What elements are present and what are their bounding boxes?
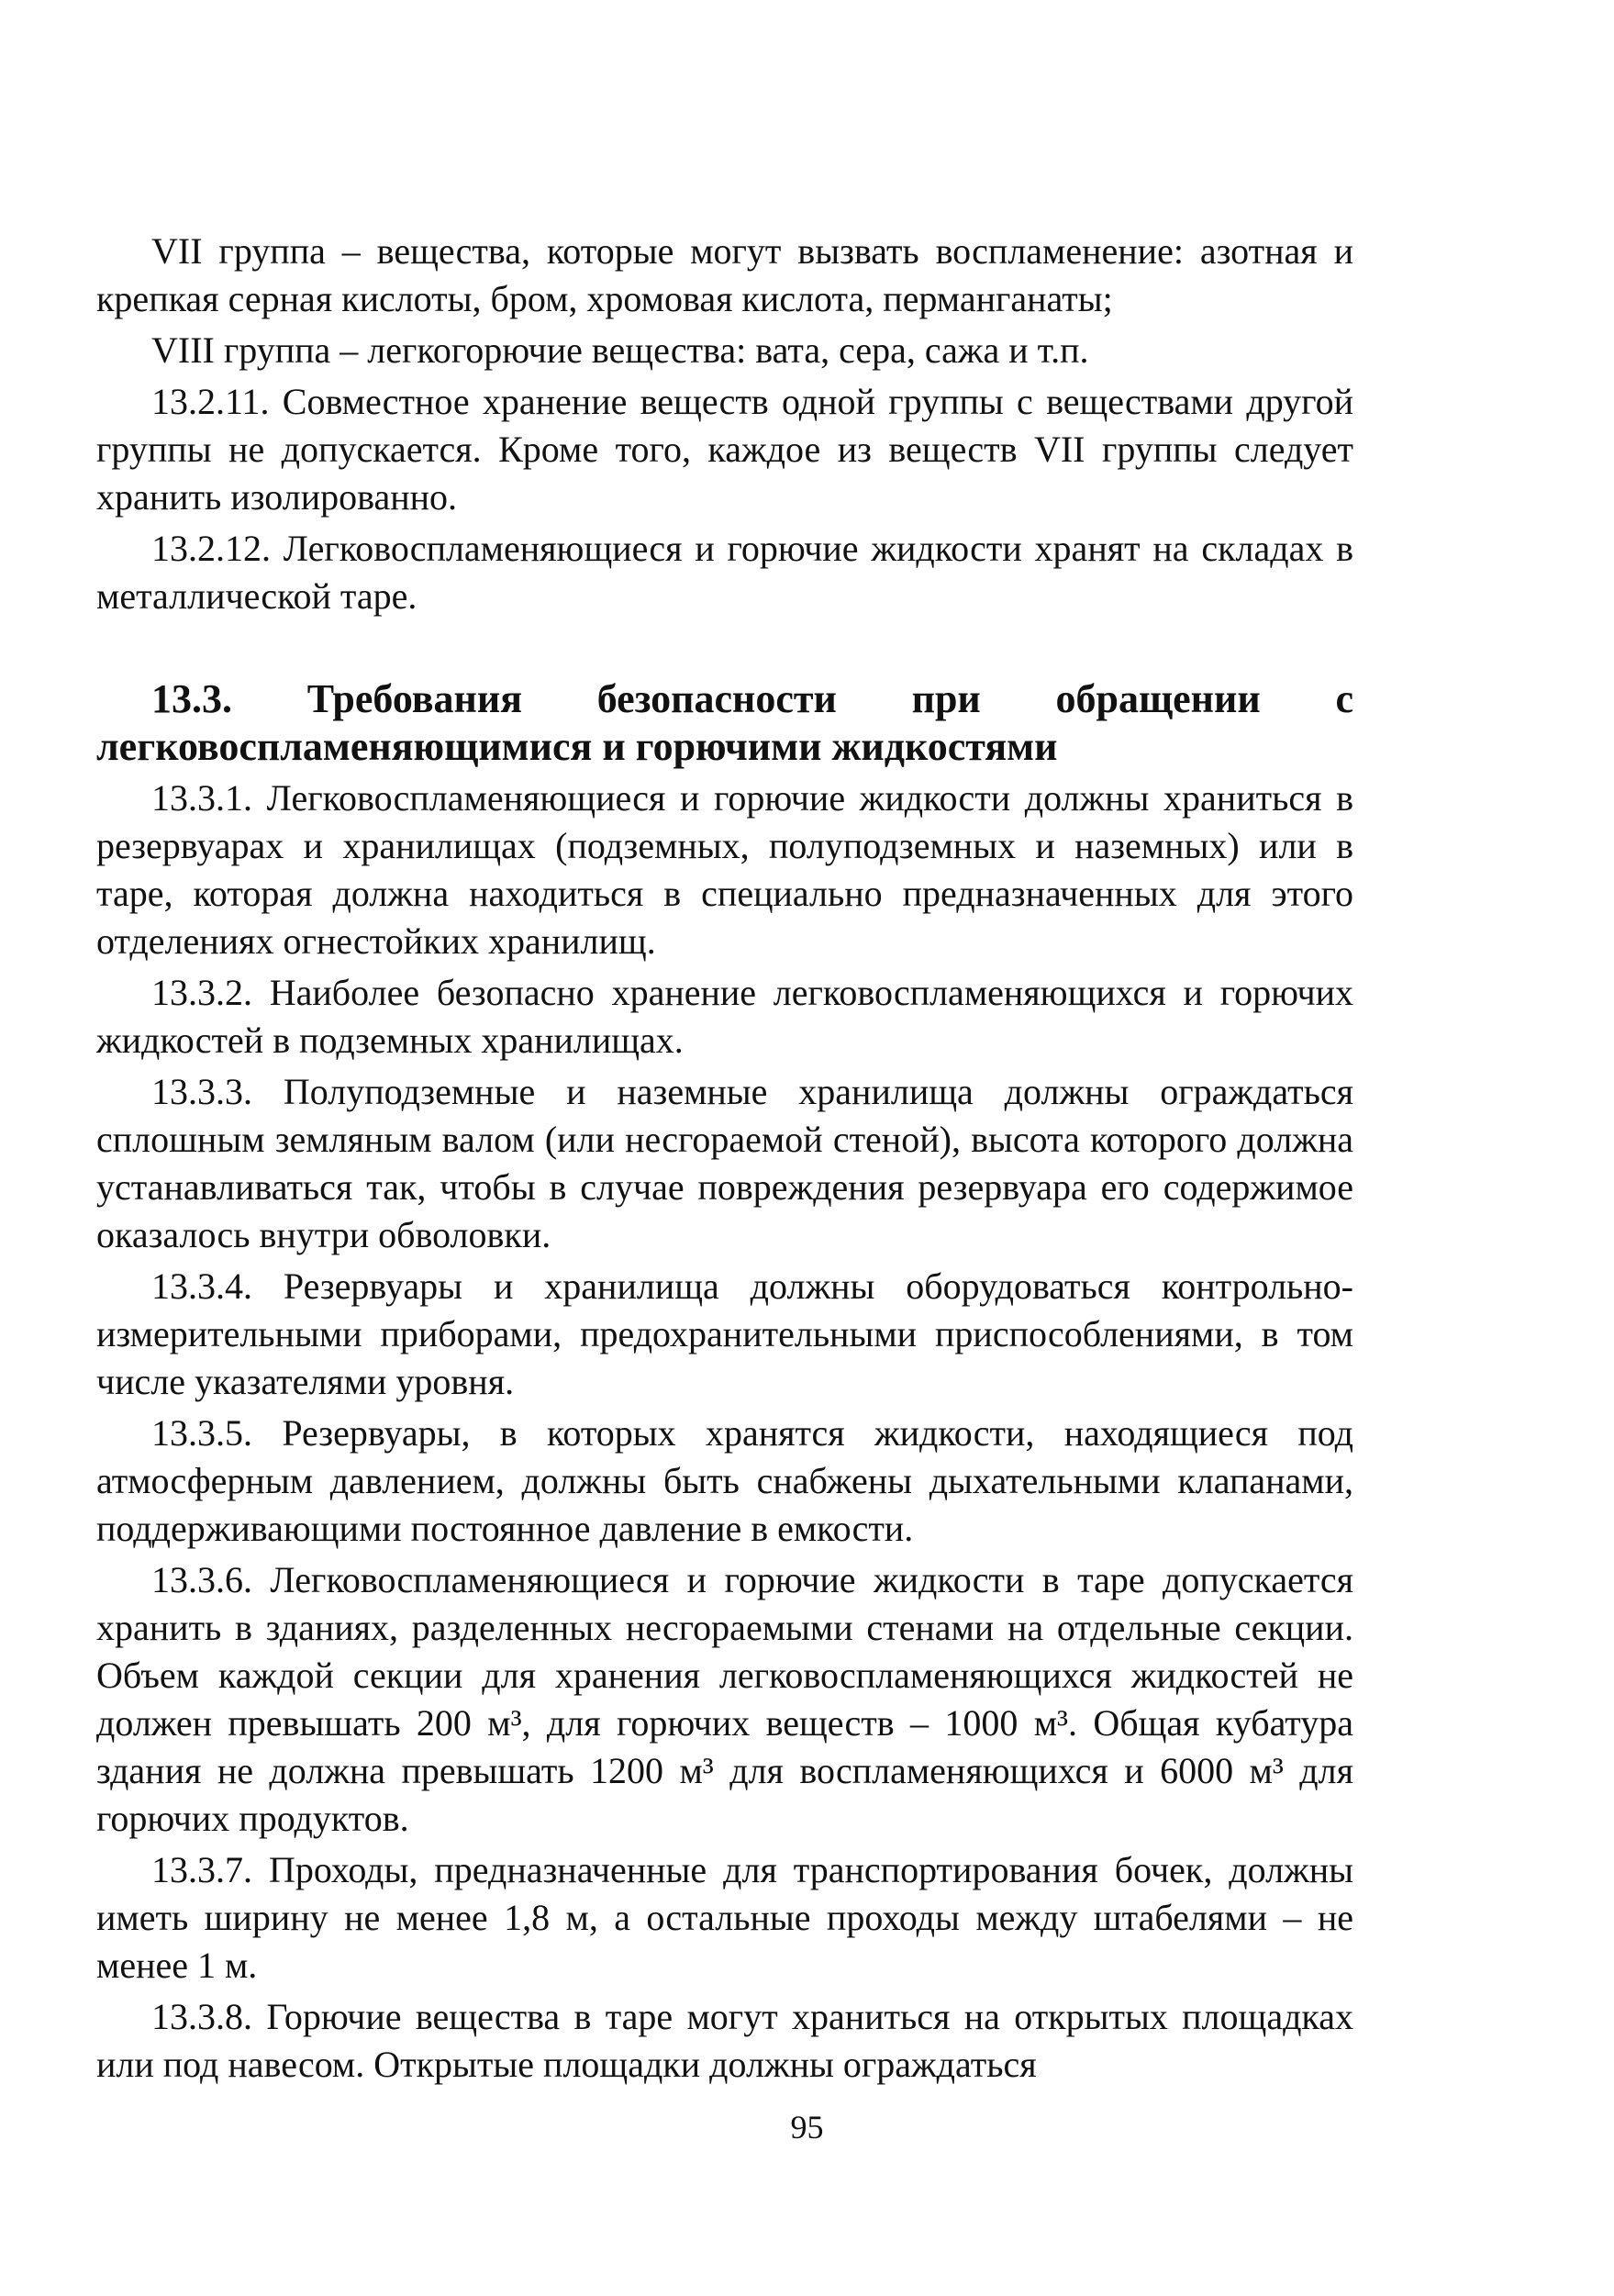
paragraph-13-3-7: 13.3.7. Проходы, предназначенные для транспортирования бочек, должны иметь ширину не менее 1,8 м, а остальные проходы между штабелями – не менее 1 м. — [96, 1849, 1353, 1986]
text-column — [96, 228, 1353, 2089]
paragraph-13-3-4: 13.3.4. Резервуары и хранилища должны оборудоваться контрольно-измерительными приборами, предохранительными приспособлениями, в том числе указателями уровня. — [96, 1265, 1353, 1402]
paragraph-13-3-3: 13.3.3. Полуподземные и наземные хранилища должны ограждаться сплошным земляным валом (или несгораемой стеной), высота которого должна устанавливаться так, чтобы в случае повреждения резервуара его содержимое оказалось внутри обволовки. — [96, 1071, 1353, 1255]
paragraph-13-2-12: 13.2.12. Легковоспламеняющиеся и горючие жидкости хранят на складах в металлической таре. — [96, 528, 1353, 617]
paragraph-13-3-8: 13.3.8. Горючие вещества в таре могут храниться на открытых площадках или под навесом. Открытые площадки должны ограждаться — [96, 1996, 1353, 2085]
paragraph-group-viii: VIII группа – легкогорючие вещества: вата, сера, сажа и т.п. — [151, 329, 1089, 371]
paragraph-13-3-1: 13.3.1. Легковоспламеняющиеся и горючие жидкости должны храниться в резервуарах и хранилищах (подземных, полуподземных и наземных) или в таре, которая должна находиться в специально предназначенных для этого отделениях огнестойких хранилищ. — [96, 777, 1353, 962]
page-number: 95 — [790, 2109, 824, 2146]
paragraph-13-3-5: 13.3.5. Резервуары, в которых хранятся жидкости, находящиеся под атмосферным давлением, должны быть снабжены дыхательными клапанами, поддерживающими постоянное давление в емкости. — [96, 1412, 1353, 1549]
paragraph-13-3-6: 13.3.6. Легковоспламеняющиеся и горючие жидкости в таре допускается хранить в зданиях, разделенных несгораемыми стенами на отдельные секции. Объем каждой секции для хранения легковоспламеняющихся жидкостей не должен превышать 200 м³, для горючих веществ – 1000 м³. Общая кубатура здания не должна превышать 1200 м³ для воспламеняющихся и 6000 м³ для горючих продуктов. — [96, 1559, 1353, 1839]
paragraph-13-2-11: 13.2.11. Совместное хранение веществ одной группы с веществами другой группы не допускается. Кроме того, каждое из веществ VII группы следует хранить изолированно. — [96, 381, 1353, 518]
section-heading-13-3: 13.3. Требования безопасности при обращении с легковоспламеняющимися и горючими жидкостями — [96, 676, 1353, 769]
paragraph-13-3-2: 13.3.2. Наиболее безопасно хранение легковоспламеняющихся и горючих жидкостей в подземных хранилищах. — [96, 972, 1353, 1061]
paragraph-group-vii: VII группа – вещества, которые могут вызвать воспламенение: азотная и крепкая серная кислоты, бром, хромовая кислота, перманганаты; — [96, 230, 1353, 319]
